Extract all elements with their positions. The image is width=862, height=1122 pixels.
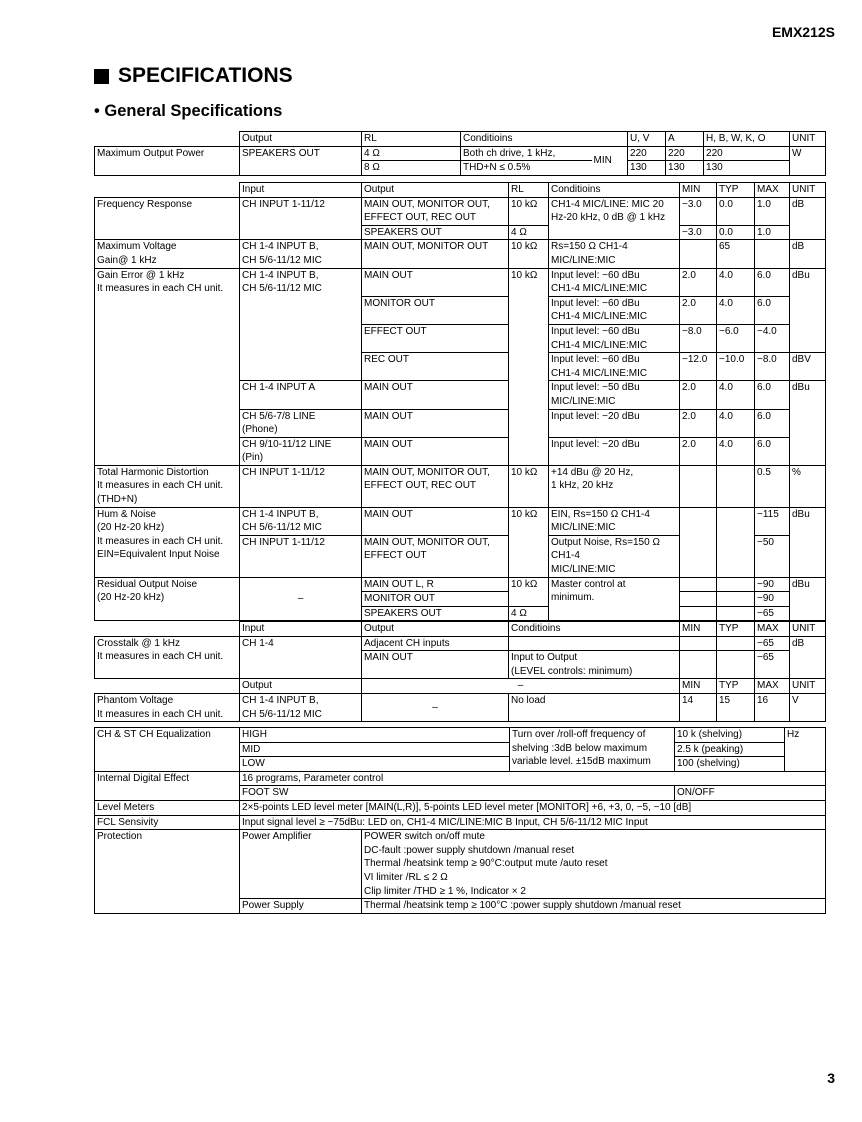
table-row: [95, 146, 826, 161]
max-cell: 6.0: [755, 437, 790, 465]
max-cell: −115: [755, 507, 790, 535]
text-line: Residual Output Noise: [97, 578, 198, 590]
min-cell: [680, 577, 717, 592]
text-line: CH 1-4 INPUT B,: [242, 241, 319, 253]
output-cell: MAIN OUT: [362, 651, 509, 679]
max-cell: −65: [755, 636, 790, 651]
text-line: EFFECT OUT: [364, 550, 427, 562]
table-header-row: [95, 679, 826, 694]
text-line: CH 1-4 INPUT B,: [242, 508, 319, 520]
header-cell: TYP: [717, 183, 755, 198]
input-cell: CH INPUT 1-11/12: [240, 535, 362, 577]
typ-cell: 4.0: [717, 409, 755, 437]
max-cell: 6.0: [755, 409, 790, 437]
min-cell: [680, 507, 717, 577]
spec-name: Level Meters: [95, 800, 240, 815]
header-cell: MAX: [755, 679, 790, 694]
text-line: It measures in each CH unit.: [97, 708, 224, 720]
min-cell: [680, 651, 717, 679]
text-line: CH1-4 MIC/LINE:MIC: [551, 367, 648, 379]
min-cell: 2.0: [680, 409, 717, 437]
unit-cell: dBu: [790, 268, 826, 353]
text-line: CH 5/6-11/12 MIC: [242, 708, 322, 720]
spec-name: FCL Sensivity: [95, 815, 240, 830]
header-cell: A: [666, 132, 704, 147]
typ-cell: 4.0: [717, 268, 755, 296]
text-line: Input level: −60 dBu: [551, 297, 640, 309]
rl-cell: 10 kΩ: [509, 197, 549, 225]
text-line: CH1-4 MIC/LINE:MIC: [551, 311, 648, 323]
crosstalk-phantom-table: [94, 621, 826, 722]
output-cell: [362, 535, 509, 577]
max-cell: −65: [755, 606, 790, 621]
page-number: 3: [827, 1070, 835, 1086]
text-line: Gain Error @ 1 kHz: [97, 269, 185, 281]
typ-cell: 0.0: [717, 225, 755, 240]
text-line: MIC/LINE:MIC: [551, 564, 616, 576]
conditions-cell: [549, 507, 680, 535]
table-row: [95, 830, 826, 899]
rl-cell: 4 Ω: [362, 146, 461, 161]
typ-cell: [717, 606, 755, 621]
typ-cell: [717, 577, 755, 592]
value-cell: 220: [704, 146, 790, 161]
value-cell: 130: [704, 161, 790, 176]
min-cell: 2.0: [680, 437, 717, 465]
unit-cell: W: [790, 146, 826, 175]
conditions-cell: [510, 728, 675, 772]
typ-cell: 4.0: [717, 437, 755, 465]
table-header-row: [95, 183, 826, 198]
sub-item: Power Supply: [240, 899, 362, 914]
text-line: Input level: −60 dBu: [551, 269, 640, 281]
max-cell: 6.0: [755, 381, 790, 409]
min-cell: −3.0: [680, 197, 717, 225]
conditions-cell: [549, 353, 680, 381]
header-cell: RL: [362, 132, 461, 147]
unit-cell: Hz: [785, 728, 826, 772]
min-cell: 14: [680, 693, 717, 721]
header-cell: –: [362, 679, 680, 694]
output-cell: SPEAKERS OUT: [362, 225, 509, 240]
header-cell: Conditioins: [461, 132, 628, 147]
text-line: (20 Hz-20 kHz): [97, 592, 165, 604]
header-cell: MAX: [755, 183, 790, 198]
max-cell: −8.0: [755, 353, 790, 381]
spec-name: Internal Digital Effect: [95, 771, 240, 800]
input-cell: [240, 693, 362, 721]
text-line: Input level: −60 dBu: [551, 354, 640, 366]
table-row: [95, 771, 826, 786]
max-cell: 6.0: [755, 268, 790, 296]
typ-cell: −10.0: [717, 353, 755, 381]
header-cell: Output: [240, 132, 362, 147]
max-output-table: [94, 131, 826, 176]
value-cell: FOOT SW: [240, 786, 675, 801]
unit-cell: %: [790, 465, 826, 507]
header-cell: UNIT: [790, 183, 826, 198]
typ-cell: 15: [717, 693, 755, 721]
conditions-cell: [549, 324, 680, 352]
text-line: Maximum Voltage: [97, 241, 177, 253]
text-line: variable level. ±15dB maximum: [512, 756, 651, 768]
sub-item: Power Amplifier: [240, 830, 362, 899]
output-cell: MAIN OUT L, R: [362, 577, 509, 592]
text-line: MIC/LINE:MIC: [551, 254, 616, 266]
max-cell: −4.0: [755, 324, 790, 352]
text-line: Rs=150 Ω CH1-4: [551, 241, 628, 253]
header-cell: Conditioins: [549, 183, 680, 198]
text-line: CH 5/6-7/8 LINE: [242, 410, 316, 422]
value-cell: [362, 830, 826, 899]
output-cell: MAIN OUT: [362, 381, 509, 409]
header-cell: UNIT: [790, 622, 826, 637]
conditions-cell: [549, 535, 680, 577]
max-cell: 0.5: [755, 465, 790, 507]
text-line: CH1-4: [551, 550, 580, 562]
output-cell: MONITOR OUT: [362, 296, 509, 324]
conditions-cell: Input level: −20 dBu: [549, 437, 680, 465]
spec-name: Maximum Output Power: [95, 146, 240, 175]
text-line: CH1-4 MIC/LINE: MIC 20: [551, 198, 664, 210]
text-line: MIC/LINE:MIC: [551, 395, 616, 407]
output-cell: REC OUT: [362, 353, 509, 381]
value-cell: ON/OFF: [675, 786, 826, 801]
text-line: It measures in each CH unit.: [97, 535, 224, 547]
unit-cell: dB: [790, 240, 826, 268]
min-cell: −12.0: [680, 353, 717, 381]
text-line: MIC/LINE:MIC: [551, 522, 616, 534]
input-cell: [240, 507, 362, 535]
typ-cell: 65: [717, 240, 755, 268]
model-name: EMX212S: [771, 24, 835, 40]
max-cell: −50: [755, 535, 790, 577]
text-line: minimum.: [551, 592, 595, 604]
value-cell: Input signal level ≥ −75dBu: LED on, CH1-4 MIC/LINE:MIC B Input, CH 5/6-11/12 MIC Input: [240, 815, 826, 830]
text-line: +14 dBu @ 20 Hz,: [551, 466, 634, 478]
table-row: [95, 577, 826, 592]
unit-cell: V: [790, 693, 826, 721]
output-cell: MAIN OUT, MONITOR OUT: [362, 240, 509, 268]
value-cell: 130: [628, 161, 666, 176]
text-line: MAIN OUT, MONITOR OUT,: [364, 198, 490, 210]
conditions-cell: [549, 268, 680, 296]
header-cell: Input: [240, 622, 362, 637]
min-cell: 2.0: [680, 296, 717, 324]
header-cell: Input: [240, 183, 362, 198]
spec-name: [95, 636, 240, 679]
text-line: EIN=Equivalent Input Noise: [97, 549, 220, 561]
unit-cell: dB: [790, 636, 826, 679]
conditions-cell: Both ch drive, 1 kHz,: [461, 146, 592, 161]
text-line: MAIN OUT, MONITOR OUT,: [364, 466, 490, 478]
rl-cell: 10 kΩ: [509, 577, 549, 606]
output-cell: SPEAKERS OUT: [240, 146, 362, 175]
square-bullet-icon: [94, 69, 109, 84]
output-cell: –: [362, 693, 509, 721]
text-line: Master control at: [551, 578, 626, 590]
table-row: [95, 197, 826, 225]
output-cell: EFFECT OUT: [362, 324, 509, 352]
text-line: It measures in each CH unit.: [97, 480, 224, 492]
conditions-cell: [549, 197, 680, 240]
text-line: CH1-4 MIC/LINE:MIC: [551, 339, 648, 351]
text-line: Input level: −50 dBu: [551, 382, 640, 394]
text-line: Hum & Noise: [97, 508, 156, 520]
min-cell: −8.0: [680, 324, 717, 352]
typ-cell: −6.0: [717, 324, 755, 352]
max-cell: −90: [755, 592, 790, 607]
header-cell: Output: [240, 679, 362, 694]
header-cell: MIN: [680, 679, 717, 694]
output-cell: MAIN OUT: [362, 437, 509, 465]
text-line: EFFECT OUT, REC OUT: [364, 480, 477, 492]
max-cell: 16: [755, 693, 790, 721]
unit-cell: dBu: [790, 381, 826, 466]
typ-cell: 4.0: [717, 381, 755, 409]
text-line: CH 5/6-11/12 MIC: [242, 522, 322, 534]
table-row: [95, 507, 826, 535]
min-cell: [680, 240, 717, 268]
max-cell: [755, 240, 790, 268]
text-line: CH 9/10-11/12 LINE: [242, 438, 332, 450]
input-cell: CH INPUT 1-11/12: [240, 465, 362, 507]
input-cell: [240, 437, 362, 465]
header-cell: MAX: [755, 622, 790, 637]
min-cell: [680, 592, 717, 607]
rl-cell: 8 Ω: [362, 161, 461, 176]
conditions-cell: [549, 577, 680, 621]
input-cell: [240, 409, 362, 437]
table-header-row: [95, 622, 826, 637]
text-line: (Pin): [242, 452, 264, 464]
conditions-cell: THD+N ≤ 0.5%: [461, 161, 592, 176]
text-line: It measures in each CH unit.: [97, 651, 224, 663]
max-cell: 6.0: [755, 296, 790, 324]
text-line: VI limiter /RL ≤ 2 Ω: [364, 871, 448, 883]
text-line: Total Harmonic Distortion: [97, 466, 209, 478]
conditions-cell: No load: [509, 693, 680, 721]
text-line: (THD+N): [97, 494, 138, 506]
output-cell: [362, 197, 509, 225]
spec-name: [95, 577, 240, 621]
header-cell: UNIT: [790, 679, 826, 694]
text-line: EIN, Rs=150 Ω CH1-4: [551, 508, 650, 520]
max-cell: −65: [755, 651, 790, 679]
min-cell: [680, 606, 717, 621]
header-cell: U, V: [628, 132, 666, 147]
input-cell: [240, 240, 362, 268]
table-row: [95, 815, 826, 830]
performance-table: [94, 182, 826, 621]
text-line: 1 kHz, 20 kHz: [551, 480, 614, 492]
text-line: It measures in each CH unit.: [97, 283, 224, 295]
conditions-cell: [509, 636, 680, 651]
header-cell: RL: [509, 183, 549, 198]
output-cell: MONITOR OUT: [362, 592, 509, 607]
table-row: [95, 728, 826, 743]
conditions-cell: [549, 465, 680, 507]
text-line: (20 Hz-20 kHz): [97, 522, 165, 534]
value-cell: 10 k (shelving): [675, 728, 785, 743]
spec-name: [95, 507, 240, 577]
text-line: Input to Output: [511, 652, 578, 664]
value-cell: 100 (shelving): [675, 757, 785, 772]
min-cell: −3.0: [680, 225, 717, 240]
conditions-cell: [549, 240, 680, 268]
band-cell: HIGH: [240, 728, 510, 743]
text-line: (Phone): [242, 424, 278, 436]
subsection-title: • General Specifications: [94, 102, 283, 120]
text-line: DC-fault :power supply shutdown /manual reset: [364, 844, 575, 856]
text-line: Input level: −60 dBu: [551, 325, 640, 337]
spec-name: Frequency Response: [95, 197, 240, 240]
value-cell: 16 programs, Parameter control: [240, 771, 826, 786]
typ-cell: 4.0: [717, 296, 755, 324]
rl-cell: 10 kΩ: [509, 507, 549, 577]
text-line: Thermal /heatsink temp ≥ 90°C:output mute /auto reset: [364, 858, 608, 870]
output-cell: SPEAKERS OUT: [362, 606, 509, 621]
min-label: MIN: [592, 146, 628, 175]
text-line: Clip limiter /THD ≥ 1 %, Indicator × 2: [364, 885, 526, 897]
table-row: [95, 636, 826, 651]
spec-name: [95, 693, 240, 721]
rl-cell: 10 kΩ: [509, 268, 549, 465]
table-header-row: [95, 132, 826, 147]
header-cell: Conditioins: [509, 622, 680, 637]
output-cell: MAIN OUT: [362, 507, 509, 535]
features-table: [94, 727, 826, 914]
output-cell: MAIN OUT: [362, 409, 509, 437]
conditions-cell: [509, 651, 680, 679]
input-cell: CH INPUT 1-11/12: [240, 197, 362, 240]
text-line: Phantom Voltage: [97, 694, 174, 706]
conditions-cell: Input level: −20 dBu: [549, 409, 680, 437]
unit-cell: dB: [790, 197, 826, 240]
typ-cell: [717, 651, 755, 679]
header-cell: TYP: [717, 622, 755, 637]
text-line: MAIN OUT, MONITOR OUT,: [364, 536, 490, 548]
header-cell: Output: [362, 183, 509, 198]
input-cell: CH 1-4: [240, 636, 362, 679]
text-line: CH 1-4 INPUT B,: [242, 269, 319, 281]
unit-cell: dBu: [790, 507, 826, 577]
table-row: [95, 240, 826, 268]
spec-name: Protection: [95, 830, 240, 914]
text-line: CH 5/6-11/12 MIC: [242, 254, 322, 266]
max-cell: 1.0: [755, 225, 790, 240]
conditions-cell: [549, 296, 680, 324]
header-cell: Output: [362, 622, 509, 637]
input-cell: [240, 268, 362, 381]
text-line: CH 1-4 INPUT B,: [242, 694, 319, 706]
header-cell: H, B, W, K, O: [704, 132, 790, 147]
output-cell: [362, 465, 509, 507]
input-cell: –: [240, 577, 362, 621]
text-line: Hz-20 kHz, 0 dB @ 1 kHz: [551, 212, 666, 224]
band-cell: LOW: [240, 757, 510, 772]
rl-cell: 4 Ω: [509, 225, 549, 240]
text-line: (LEVEL controls: minimum): [511, 665, 633, 677]
rl-cell: 10 kΩ: [509, 465, 549, 507]
conditions-cell: [549, 381, 680, 409]
header-cell: MIN: [680, 183, 717, 198]
rl-cell: 10 kΩ: [509, 240, 549, 268]
input-cell: CH 1-4 INPUT A: [240, 381, 362, 409]
table-row: [95, 268, 826, 296]
unit-cell: dBV: [790, 353, 826, 381]
spec-name: [95, 240, 240, 268]
value-cell: 220: [666, 146, 704, 161]
min-cell: 2.0: [680, 381, 717, 409]
text-line: shelving :3dB below maximum: [512, 742, 648, 754]
spec-name: CH & ST CH Equalization: [95, 728, 240, 772]
unit-cell: dBu: [790, 577, 826, 621]
typ-cell: [717, 636, 755, 651]
text-line: CH 5/6-11/12 MIC: [242, 283, 322, 295]
value-cell: 130: [666, 161, 704, 176]
typ-cell: [717, 465, 755, 507]
text-line: Crosstalk @ 1 kHz: [97, 637, 180, 649]
min-cell: [680, 465, 717, 507]
output-cell: Adjacent CH inputs: [362, 636, 509, 651]
min-cell: 2.0: [680, 268, 717, 296]
max-cell: 1.0: [755, 197, 790, 225]
text-line: CH1-4 MIC/LINE:MIC: [551, 283, 648, 295]
header-cell: MIN: [680, 622, 717, 637]
spec-name: [95, 268, 240, 465]
typ-cell: 0.0: [717, 197, 755, 225]
text-line: Output Noise, Rs=150 Ω: [551, 536, 660, 548]
typ-cell: [717, 507, 755, 577]
value-cell: 220: [628, 146, 666, 161]
table-row: [95, 465, 826, 507]
section-title: [94, 64, 293, 88]
table-row: [95, 693, 826, 721]
spec-name: [95, 465, 240, 507]
min-cell: [680, 636, 717, 651]
text-line: Gain@ 1 kHz: [97, 254, 157, 266]
section-title-text: SPECIFICATIONS: [118, 64, 293, 87]
value-cell: Thermal /heatsink temp ≥ 100°C :power supply shutdown /manual reset: [362, 899, 826, 914]
value-cell: 2.5 k (peaking): [675, 742, 785, 757]
rl-cell: 4 Ω: [509, 606, 549, 621]
text-line: POWER switch on/off mute: [364, 831, 485, 843]
value-cell: 2×5-points LED level meter [MAIN(L,R)], 5-points LED level meter [MONITOR] +6, +3, 0, −5, −10 [dB]: [240, 800, 826, 815]
output-cell: MAIN OUT: [362, 268, 509, 296]
text-line: Turn over /roll-off frequency of: [512, 729, 646, 740]
typ-cell: [717, 592, 755, 607]
text-line: EFFECT OUT, REC OUT: [364, 212, 477, 224]
header-cell: UNIT: [790, 132, 826, 147]
header-cell: TYP: [717, 679, 755, 694]
max-cell: −90: [755, 577, 790, 592]
band-cell: MID: [240, 742, 510, 757]
table-row: [95, 800, 826, 815]
